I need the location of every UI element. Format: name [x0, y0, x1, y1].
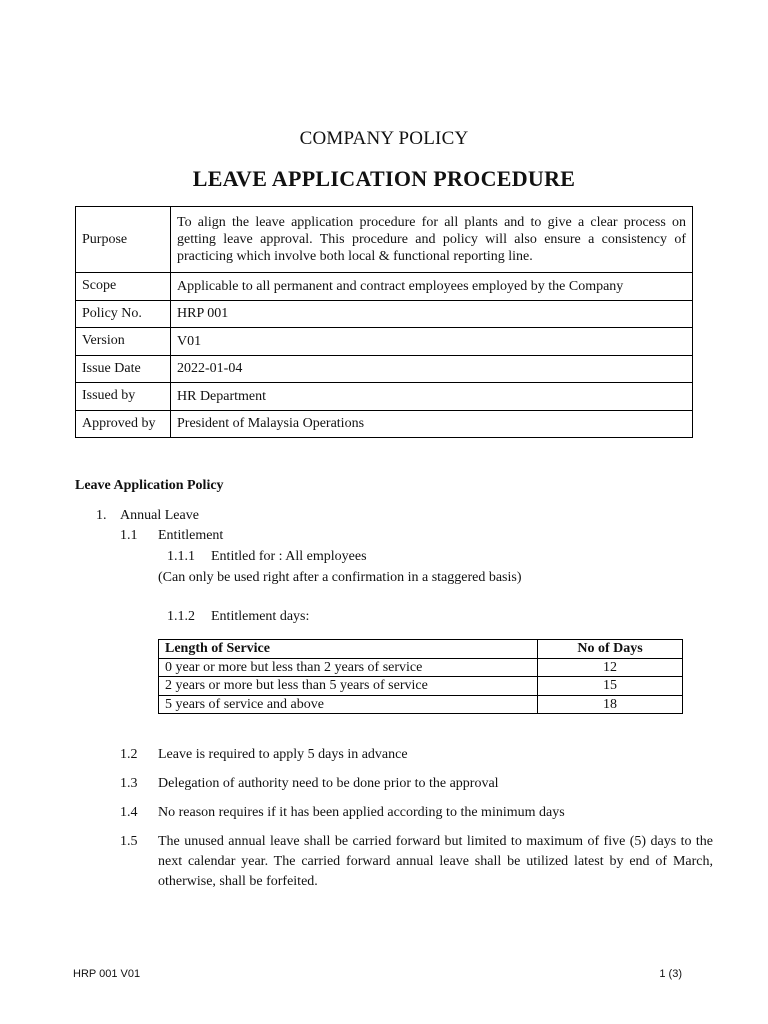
- list-item-annual-leave: [96, 507, 199, 525]
- info-row-issue-date: [76, 355, 693, 383]
- info-label: Policy No.: [76, 300, 171, 328]
- info-label: Version: [76, 328, 171, 356]
- list-item-delegation: [120, 775, 499, 793]
- column-header-length-of-service: Length of Service: [159, 640, 538, 659]
- item-number-carry-forward: 1.5: [120, 834, 138, 849]
- info-label: Issued by: [76, 383, 171, 411]
- list-item-no-reason: [120, 804, 565, 822]
- info-value: HR Department: [171, 383, 693, 411]
- footer-page-number: 1 (3): [659, 968, 682, 980]
- info-row-version: [76, 328, 693, 356]
- item-text: Delegation of authority need to be done prior to the approval: [158, 776, 499, 791]
- section-title: Leave Application Policy: [75, 478, 224, 493]
- info-value: Applicable to all permanent and contract employees employed by the Company: [171, 273, 693, 301]
- info-label: Issue Date: [76, 355, 171, 383]
- table-row: [159, 658, 683, 677]
- table-row: [159, 677, 683, 696]
- info-value: President of Malaysia Operations: [171, 410, 693, 438]
- item-number: 1.3: [120, 776, 138, 791]
- info-row-approved-by: [76, 410, 693, 438]
- table-cell-service: 2 years or more but less than 5 years of service: [159, 677, 538, 696]
- table-cell-days: 12: [538, 658, 683, 677]
- table-row: [159, 695, 683, 714]
- list-item-carry-forward: The unused annual leave shall be carried forward but limited to maximum of five (5) days to the next calendar year. The carried forward annual leave shall be utilized latest by end of March, otherwise, shall be forfeited.: [158, 834, 713, 889]
- item-text: Entitled for : All employees: [211, 549, 367, 564]
- info-label: Purpose: [76, 207, 171, 273]
- info-label: Scope: [76, 273, 171, 301]
- info-row-purpose: [76, 207, 693, 273]
- list-item-entitlement-days: [167, 608, 309, 626]
- item-text: Leave is required to apply 5 days in advance: [158, 747, 408, 762]
- footer-document-code: HRP 001 V01: [73, 968, 141, 980]
- table-header-row: [159, 640, 683, 659]
- item-number: 1.1.1: [167, 549, 195, 564]
- document-title: LEAVE APPLICATION PROCEDURE: [192, 166, 576, 191]
- table-cell-service: 0 year or more but less than 2 years of service: [159, 658, 538, 677]
- info-value: 2022-01-04: [171, 355, 693, 383]
- table-cell-service: 5 years of service and above: [159, 695, 538, 714]
- column-header-no-of-days: No of Days: [538, 640, 683, 659]
- company-policy-heading: COMPANY POLICY: [299, 128, 469, 149]
- policy-info-table: [75, 206, 693, 438]
- item-title: Entitlement: [158, 528, 224, 543]
- item-number: 1.: [96, 508, 107, 523]
- entitlement-days-table: [158, 639, 683, 714]
- item-number: 1.1: [120, 528, 138, 543]
- item-number: 1.1.2: [167, 609, 195, 624]
- info-value: HRP 001: [171, 300, 693, 328]
- info-value: V01: [171, 328, 693, 356]
- info-row-issued-by: [76, 383, 693, 411]
- entitlement-note: (Can only be used right after a confirmation in a staggered basis): [158, 570, 522, 585]
- info-label: Approved by: [76, 410, 171, 438]
- list-item-advance-notice: [120, 746, 408, 764]
- item-number: 1.2: [120, 747, 138, 762]
- info-row-scope: [76, 273, 693, 301]
- list-item-entitlement: [120, 527, 223, 545]
- item-title: Annual Leave: [120, 508, 199, 523]
- item-text: No reason requires if it has been applied according to the minimum days: [158, 805, 565, 820]
- table-cell-days: 15: [538, 677, 683, 696]
- info-value: To align the leave application procedure for all plants and to give a clear process on getting leave approval. This procedure and policy will also ensure a consistency of practicing which involve both local & functional reporting line.: [171, 207, 693, 273]
- info-row-policy-no: [76, 300, 693, 328]
- table-cell-days: 18: [538, 695, 683, 714]
- item-text: Entitlement days:: [211, 609, 310, 624]
- item-number: 1.4: [120, 805, 138, 820]
- list-item-entitled-for: [167, 548, 367, 566]
